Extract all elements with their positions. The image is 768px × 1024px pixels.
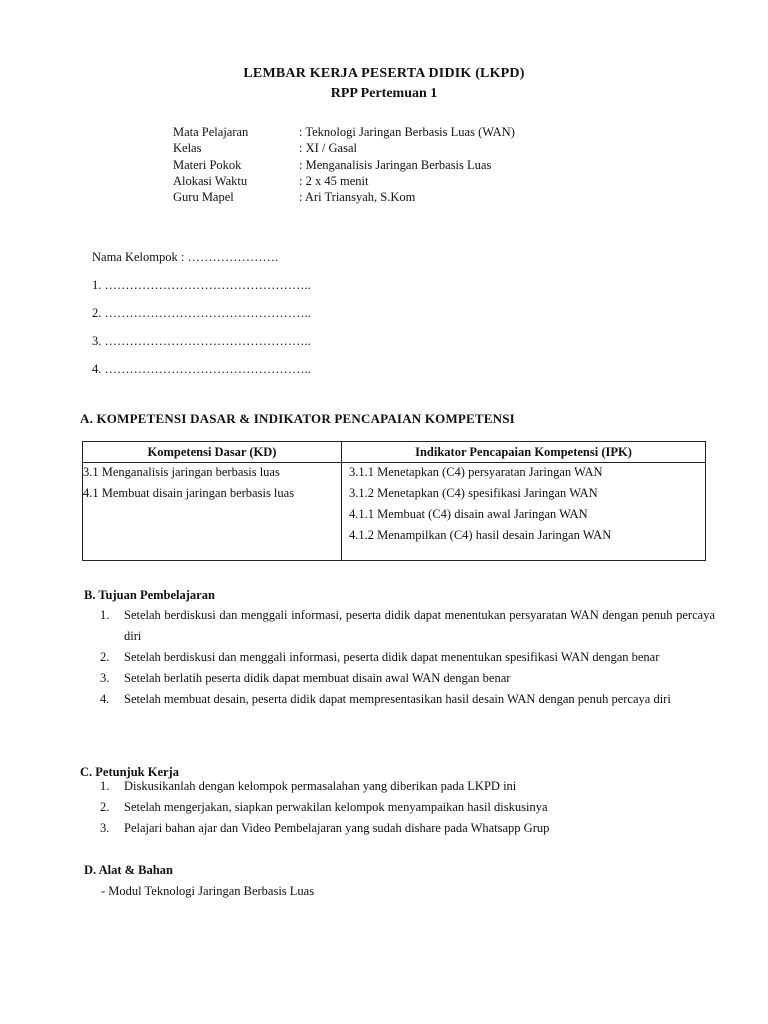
section-b-title: B. Tujuan Pembelajaran [84, 588, 215, 602]
list-item [100, 776, 715, 797]
kelompok-name-field[interactable]: Nama Kelompok : …………………. [92, 250, 279, 264]
alat-bahan-item: - Modul Teknologi Jaringan Berbasis Luas [101, 884, 315, 898]
ipk-item: 3.1.1 Menetapkan (C4) persyaratan Jaringan WAN [349, 465, 603, 479]
kelompok-member-3[interactable]: 3. ………………………………………….. [92, 334, 311, 348]
kelompok-member-2[interactable]: 2. ………………………………………….. [92, 306, 311, 320]
info-value: : Teknologi Jaringan Berbasis Luas (WAN) [299, 125, 515, 139]
info-label: Alokasi Waktu [173, 173, 248, 188]
list-text: Setelah berdiskusi dan menggali informasi, peserta didik dapat menentukan persyaratan WAN dengan penuh percaya diri [124, 608, 715, 643]
info-value: : Ari Triansyah, S.Kom [299, 190, 416, 205]
list-number: 1. [100, 779, 110, 793]
kd-column-header: Kompetensi Dasar (KD) [83, 442, 342, 463]
kelompok-member-1[interactable]: 1. ………………………………………….. [92, 278, 311, 292]
kd-ipk-table [82, 441, 706, 561]
list-item [100, 647, 715, 668]
list-item [100, 668, 715, 689]
ipk-cell [342, 463, 706, 561]
kd-item: 3.1 Menganalisis jaringan berbasis luas [83, 465, 280, 479]
info-label: Mata Pelajaran [173, 125, 249, 139]
info-row-materi [173, 157, 515, 173]
list-text: Pelajari bahan ajar dan Video Pembelajaran yang sudah dishare pada Whatsapp Grup [124, 821, 550, 835]
section-c-title: C. Petunjuk Kerja [80, 765, 179, 779]
info-value: : XI / Gasal [299, 141, 357, 156]
info-label: Materi Pokok [173, 157, 242, 172]
list-item [100, 797, 715, 818]
info-block [173, 124, 515, 205]
document-title: LEMBAR KERJA PESERTA DIDIK (LKPD) [243, 66, 525, 81]
list-item [100, 605, 715, 647]
section-a-title: A. KOMPETENSI DASAR & INDIKATOR PENCAPAIAN KOMPETENSI [80, 411, 515, 426]
ipk-column-header: Indikator Pencapaian Kompetensi (IPK) [342, 442, 706, 463]
ipk-item: 3.1.2 Menetapkan (C4) spesifikasi Jaringan WAN [349, 486, 598, 500]
info-value: : Menganalisis Jaringan Berbasis Luas [299, 157, 492, 172]
list-number: 3. [100, 821, 110, 835]
ipk-item: 4.1.2 Menampilkan (C4) hasil desain Jaringan WAN [349, 528, 612, 542]
info-row-alokasi [173, 173, 515, 189]
list-number: 4. [100, 692, 110, 706]
list-number: 1. [100, 608, 110, 622]
document-subtitle: RPP Pertemuan 1 [330, 86, 438, 101]
list-text: Diskusikanlah dengan kelompok permasalahan yang diberikan pada LKPD ini [124, 779, 517, 793]
list-number: 2. [100, 650, 110, 664]
tujuan-list [100, 605, 715, 710]
kelompok-member-4[interactable]: 4. ………………………………………….. [92, 362, 311, 376]
info-label: Guru Mapel [173, 190, 234, 205]
info-value: : 2 x 45 menit [299, 173, 369, 188]
list-text: Setelah mengerjakan, siapkan perwakilan kelompok menyampaikan hasil diskusinya [124, 800, 548, 814]
list-text: Setelah membuat desain, peserta didik dapat mempresentasikan hasil desain WAN dengan penuh percaya diri [124, 692, 671, 706]
info-label: Kelas [173, 141, 202, 156]
info-row-guru [173, 189, 515, 205]
list-text: Setelah berlatih peserta didik dapat membuat disain awal WAN dengan benar [124, 671, 511, 685]
list-item [100, 818, 715, 839]
kd-item: 4.1 Membuat disain jaringan berbasis luas [83, 486, 295, 500]
list-number: 3. [100, 671, 110, 685]
petunjuk-list [100, 776, 715, 839]
ipk-item: 4.1.1 Membuat (C4) disain awal Jaringan WAN [349, 507, 588, 521]
info-row-mapel [173, 124, 515, 140]
info-row-kelas [173, 140, 515, 156]
kd-cell [83, 463, 342, 561]
list-number: 2. [100, 800, 110, 814]
section-d-title: D. Alat & Bahan [84, 863, 173, 877]
list-text: Setelah berdiskusi dan menggali informasi, peserta didik dapat menentukan spesifikasi WAN dengan benar [124, 650, 660, 664]
list-item [100, 689, 715, 710]
